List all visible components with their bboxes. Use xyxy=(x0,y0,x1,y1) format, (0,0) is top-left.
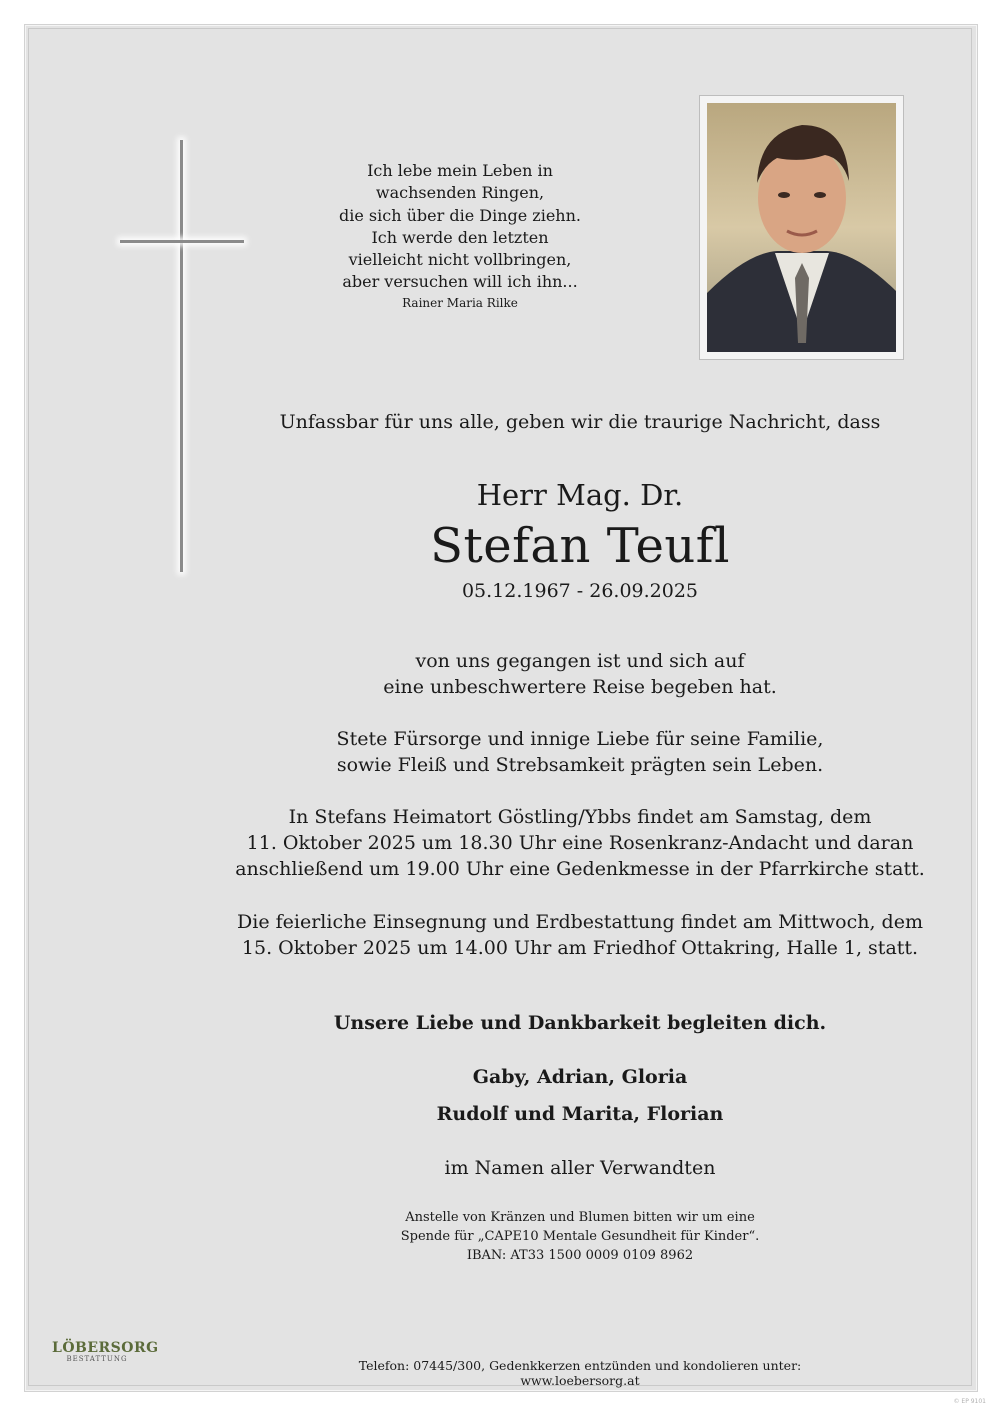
paragraph-line: anschließend um 19.00 Uhr eine Gedenkmesse in der Pfarrkirche statt. xyxy=(235,858,925,880)
paragraph-line: eine unbeschwertere Reise begeben hat. xyxy=(383,676,777,698)
paragraph-burial xyxy=(180,909,980,961)
poem-author: Rainer Maria Rilke xyxy=(402,295,518,310)
cross-icon-bar xyxy=(120,240,244,243)
closing-line: Unsere Liebe und Dankbarkeit begleiten dich. xyxy=(333,1012,827,1034)
cross-icon xyxy=(180,140,183,572)
poem xyxy=(300,160,620,311)
paragraph-line: sowie Fleiß und Strebsamkeit prägten sein Leben. xyxy=(336,754,824,776)
poem-line: vielleicht nicht vollbringen, xyxy=(348,250,572,270)
poem-line: Ich werde den letzten xyxy=(371,227,549,247)
footer-contact: Telefon: 07445/300, Gedenkkerzen entzünden und kondolieren unter: www.loebersorg.at xyxy=(358,1358,802,1388)
life-dates: 05.12.1967 - 26.09.2025 xyxy=(461,580,699,602)
donation-line: Anstelle von Kränzen und Blumen bitten wir um eine xyxy=(405,1210,755,1225)
poem-line: Ich lebe mein Leben in xyxy=(367,161,553,180)
family-names-1: Gaby, Adrian, Gloria xyxy=(472,1066,688,1088)
paragraph-line: Die feierliche Einsegnung und Erdbestattung findet am Mittwoch, dem xyxy=(237,911,923,933)
poem-line: wachsenden Ringen, xyxy=(375,183,545,203)
portrait-frame xyxy=(699,95,904,360)
donation-line: Spende für „CAPE10 Mentale Gesundheit für Kinder“. xyxy=(400,1229,760,1244)
honorific: Herr Mag. Dr. xyxy=(476,478,684,512)
paragraph-line: In Stefans Heimatort Göstling/Ybbs findet am Samstag, dem xyxy=(288,806,872,828)
intro-text: Unfassbar für uns alle, geben wir die traurige Nachricht, dass xyxy=(279,411,881,433)
deceased-name: Stefan Teufl xyxy=(430,518,730,574)
paragraph-departure xyxy=(200,648,960,700)
paragraph-line: Stete Fürsorge und innige Liebe für seine Familie, xyxy=(336,728,824,750)
portrait-photo xyxy=(707,103,896,352)
paragraph-memorial-mass xyxy=(180,804,980,882)
on-behalf-line: im Namen aller Verwandten xyxy=(444,1157,716,1179)
funeral-home-logo xyxy=(52,1340,159,1363)
paragraph-line: 15. Oktober 2025 um 14.00 Uhr am Friedhof Ottakring, Halle 1, statt. xyxy=(241,937,919,959)
logo-sub: BESTATTUNG xyxy=(66,1355,128,1363)
paragraph-character xyxy=(200,726,960,778)
poem-line: die sich über die Dinge ziehn. xyxy=(338,205,581,225)
family-names-2: Rudolf und Marita, Florian xyxy=(436,1103,724,1125)
donation-line: IBAN: AT33 1500 0009 0109 8962 xyxy=(466,1248,694,1263)
logo-brand: LÖBERSORG xyxy=(52,1340,159,1356)
copyright-mark: © EP 9101 xyxy=(953,1398,986,1405)
paragraph-line: 11. Oktober 2025 um 18.30 Uhr eine Rosenkranz-Andacht und daran xyxy=(246,832,914,854)
paragraph-line: von uns gegangen ist und sich auf xyxy=(415,650,745,672)
poem-line: aber versuchen will ich ihn... xyxy=(342,272,578,292)
donation-note xyxy=(200,1208,960,1265)
